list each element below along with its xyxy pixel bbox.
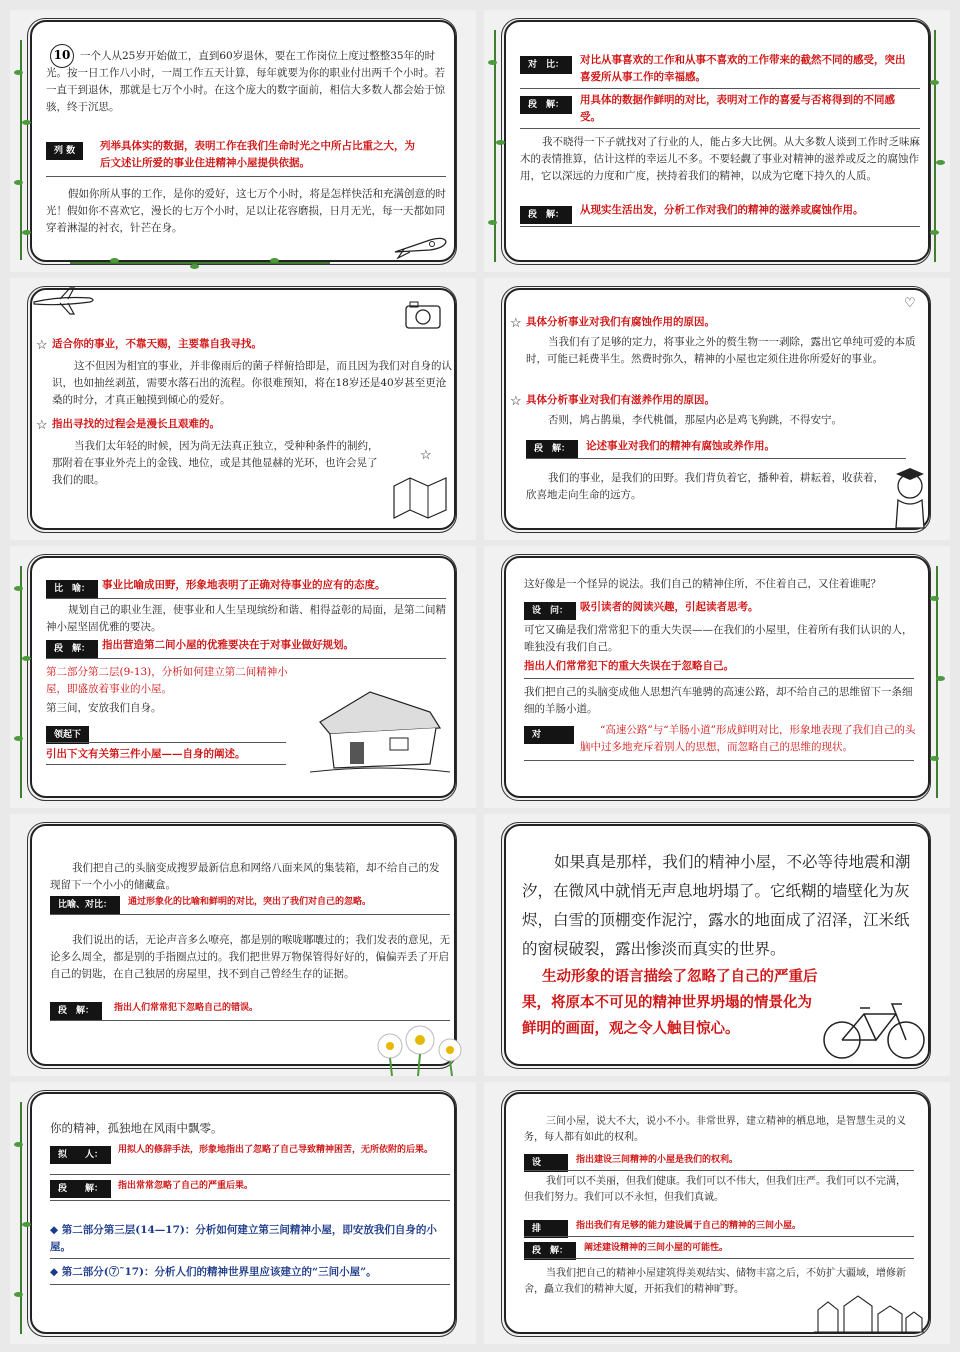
leaf-icon (270, 258, 279, 263)
annotation-note: 吸引读者的阅读兴趣，引起读者思考。 (580, 601, 759, 613)
leaf-icon (936, 160, 945, 165)
annotation-note: 通过形象化的比喻和鲜明的对比，突出了我们对自己的忽略。 (128, 897, 372, 907)
divider (50, 914, 450, 915)
slide-3 (10, 278, 476, 540)
paragraph: 我们把自己的头脑变成他人思想汽车驰骋的高速公路，却不给自己的思维留下一条细细的羊肠小道。 (524, 686, 913, 715)
leaf-icon (930, 80, 939, 85)
camera-icon (402, 298, 446, 334)
annotation-label: 设 问： (524, 602, 576, 620)
annotation-note: 对比从事喜欢的工作和从事不喜欢的工作带来的截然不同的感受，突出喜爱所从事工作的幸福感。 (580, 54, 906, 83)
slide-4 (484, 278, 950, 540)
slide-10 (484, 1082, 950, 1344)
paragraph: 当我们有了足够的定力，将事业之外的赘生物一一剥除，露出它单纯可爱的本质时，可能已耗费半生。然费时弥久，精神的小屋也定须住进你所爱好的事业。 (526, 336, 916, 365)
paragraph: 这不但因为相宜的事业，并非像雨后的菌子样俯拾即是，而且因为我们对自身的认识，也如抽丝剥茧，需要水落石出的流程。你很难预知，将在18岁还是40岁甚至更沧桑的时分，才真正触摸到倾心的爱好。 (52, 360, 452, 406)
leaf-icon (488, 60, 497, 65)
divider (46, 742, 286, 743)
divider (46, 764, 286, 765)
heart-icon: ♡ (904, 296, 916, 311)
leaf-icon (14, 1292, 23, 1297)
annotation-note: 引出下文有关第三件小屋——自身的阐述。 (46, 748, 246, 760)
slide-5 (10, 546, 476, 808)
heading: 具体分析事业对我们有滋养作用的原因。 (526, 394, 715, 406)
bicycle-icon (820, 1000, 928, 1062)
vine-decoration (936, 566, 938, 798)
houses-illustration (814, 1294, 924, 1334)
divider (46, 176, 446, 177)
heading: 指出寻找的过程会是漫长且艰难的。 (52, 418, 220, 430)
leaf-icon (110, 258, 119, 263)
divider (524, 760, 914, 761)
divider (46, 658, 446, 659)
annotation-label: 对 比： (520, 56, 572, 74)
paragraph: 三间小屋，说大不大，说小不小。非常世界，建立精神的栖息地，是智慧生灵的义务，每人都有如此的权利。 (524, 1116, 906, 1143)
leaf-icon (930, 756, 939, 761)
paragraph: 当我们把自己的精神小屋建筑得美观结实、储物丰富之后，不妨扩大疆域，增修新舍，矗立我们的精神大厦，开拓我们的精神旷野。 (524, 1268, 906, 1295)
leaf-icon (22, 230, 31, 235)
paragraph: 如果真是那样，我们的精神小屋，不必等待地震和潮汐，在微风中就悄无声息地坍塌了。它纸糊的墙壁化为灰烬，白雪的顶棚变作泥泞，露水的地面成了沼泽，江米纸的窗棂破裂，露出惨淡而真实的世界。 (522, 853, 911, 958)
annotation-note: 论述事业对我们的精神有腐蚀或养作用。 (586, 440, 775, 452)
paragraph: 你的精神，孤独地在风雨中飘零。 (50, 1121, 223, 1135)
annotation-label: 段 解： (524, 1242, 576, 1260)
heading: 具体分析事业对我们有腐蚀作用的原因。 (526, 316, 715, 328)
section-heading: 第二部分第二层(9-13)，分析如何建立第二间精神小屋，即盛放着事业的小屋。 (46, 666, 288, 695)
leaf-icon (14, 1142, 23, 1147)
star-icon: ☆ (510, 394, 522, 409)
paragraph: 我们把自己的头脑变成搜罗最新信息和网络八面来风的集装箱，却不给自己的发现留下一个小小的储藏盒。 (50, 862, 440, 891)
slide-2 (484, 10, 950, 272)
paragraph: 我不晓得一下子就找对了行业的人，能占多大比例。从大多数人谈到工作时乏味麻木的表情推算，估计这样的幸运儿不多。不要轻觑了事业对精神的滋养或反之的腐蚀作用，它以深远的力度和广度，挟持着我们的精神，以成为它麾下持久的人质。 (520, 136, 920, 182)
divider (50, 1258, 450, 1259)
map-icon (390, 474, 450, 522)
section-heading: ◆ 第二部分(⑦˜17)：分析人们的精神世界里应该建立的“三间小屋”。 (50, 1266, 377, 1278)
leaf-icon (930, 230, 939, 235)
annotation-label: 对 (524, 726, 574, 744)
leaf-icon (488, 220, 497, 225)
star-icon: ☆ (36, 338, 48, 353)
annotation-note: 指出建设三间精神的小屋是我们的权利。 (576, 1155, 739, 1165)
paragraph: 可它又确是我们常常犯下的重大失误——在我们的小屋里，住着所有我们认识的人，唯独没有我们自己。 (524, 624, 913, 653)
paragraph: 规划自己的职业生涯，使事业和人生呈现缤纷和谐、相得益彰的局面，是第二间精神小屋坚固优雅的要决。 (46, 604, 446, 633)
annotation-note: 事业比喻成田野，形象地表明了正确对待事业的应有的态度。 (102, 579, 386, 591)
divider (46, 598, 446, 599)
paragraph: 我们的事业，是我们的田野。我们背负着它，播种着，耕耘着，收获着，欣喜地走向生命的远方。 (526, 472, 884, 501)
leaf-icon (22, 656, 31, 661)
divider (524, 1236, 914, 1237)
annotation-note: 从现实生活出发，分析工作对我们的精神的滋养或腐蚀作用。 (580, 204, 864, 216)
divider (50, 1174, 450, 1175)
paragraph: 否则，鸠占鹊巢，李代桃僵，那屋内必是鸡飞狗跳，不得安宁。 (548, 414, 842, 426)
slide-number-badge: 10 (50, 44, 74, 68)
vine-decoration (70, 262, 330, 264)
annotation-note: 指出我们有足够的能力建设属于自己的精神的三间小屋。 (576, 1221, 802, 1231)
vine-decoration (20, 1102, 22, 1334)
annotation-label: 比喻、对比： (50, 896, 120, 914)
divider (520, 88, 920, 89)
vine-decoration (494, 30, 496, 262)
annotation-label: 列 数 (46, 142, 83, 160)
annotation-label: 段 解： (50, 1180, 111, 1198)
paragraph: 我们可以不美丽，但我们健康。我们可以不伟大，但我们庄严。我们可以不完满，但我们努力。我们可以不永恒，但我们真诚。 (524, 1176, 906, 1203)
annotation-note: 列举具体实的数据，表明工作在我们生命时光之中所占比重之大，为后文述让所爱的事业住进精神小屋提供依据。 (100, 140, 415, 169)
annotation-label: 段 解： (520, 206, 572, 224)
annotation-label: 段 解： (46, 640, 98, 658)
annotation-label: 段 解： (526, 440, 578, 458)
leaf-icon (14, 736, 23, 741)
slide-7 (10, 814, 476, 1076)
slide-9 (10, 1082, 476, 1344)
vine-decoration (20, 566, 22, 798)
divider (526, 458, 906, 459)
section-heading: ◆ 第二部分第三层(14—17)：分析如何建立第三间精神小屋，即安放我们自身的小屋。 (50, 1224, 437, 1253)
slide-6 (484, 546, 950, 808)
annotation-label: 拟 人： (50, 1146, 111, 1164)
leaf-icon (190, 264, 199, 269)
leaf-icon (22, 1222, 31, 1227)
star-icon: ☆ (510, 316, 522, 331)
heading: 适合你的事业，不靠天赐，主要靠自我寻找。 (52, 338, 262, 350)
annotation-note: 用具体的数据作鲜明的对比，表明对工作的喜爱与否将得到的不同感受。 (580, 94, 895, 123)
annotation-label: 排 (524, 1220, 568, 1238)
divider (520, 128, 920, 129)
leaf-icon (930, 596, 939, 601)
divider (524, 1258, 914, 1259)
annotation-note: 指出营造第二间小屋的优雅要决在于对事业做好规划。 (102, 639, 354, 651)
annotation-label: 段 解： (520, 96, 572, 114)
paragraph: 当我们太年轻的时候，因为尚无法真正独立，受种种条件的制约，那附着在事业外壳上的金钱、地位，或是其他显赫的光环，也许会晃了我们的眼。 (52, 440, 379, 486)
student-doodle-icon (888, 464, 934, 530)
star-icon: ☆ (36, 418, 48, 433)
slide-8 (484, 814, 950, 1076)
airplane-icon (30, 286, 100, 316)
vine-decoration (934, 30, 936, 262)
leaf-icon (496, 140, 505, 145)
divider (520, 226, 920, 227)
annotation-label: 段 解： (50, 1002, 102, 1020)
leaf-icon (14, 180, 23, 185)
paragraph: 第三间，安放我们自身。 (46, 702, 162, 714)
annotation-note: 阐述建设精神的三间小屋的可能性。 (584, 1243, 729, 1253)
paragraph: 我们说出的话，无论声音多么嘹亮，都是别的喉咙嘟嚷过的；我们发表的意见，无论多么周全，都是别的手指圈点过的。我们把世界万物保管得好好的，偏偏弄丢了开启自己的钥匙，在自己独居的房屋里，找不到自己曾经生存的证据。 (50, 934, 450, 980)
annotation-note: 指出常常忽略了自己的严重后果。 (118, 1181, 254, 1191)
thatched-house-illustration (310, 672, 450, 776)
leaf-icon (22, 120, 31, 125)
paragraph: 一个人从25岁开始做工，直到60岁退休，要在工作岗位上度过整整35年的时光。按一日工作八小时，一周工作五天计算，每年就要为你的职业付出两千个小时。若一直干到退休，那就是七万个小时。在这个庞大的数字面前，相信大多数人都会始于惊骇，终于沉思。 (46, 50, 445, 113)
annotation-note: 指出人们常常犯下的重大失误在于忽略自己。 (524, 660, 734, 672)
annotation-note: 生动形象的语言描绘了忽略了自己的严重后果，将原本不可见的精神世界坍塌的情景化为鲜明的画面，观之令人触目惊心。 (522, 968, 818, 1037)
annotation-label: 领起下 (46, 726, 89, 744)
annotation-note: 指出人们常常犯下忽略自己的错误。 (114, 1003, 259, 1013)
leaf-icon (14, 70, 23, 75)
leaf-icon (936, 676, 945, 681)
star-icon: ☆ (420, 448, 432, 463)
annotation-label: 设 (524, 1154, 568, 1172)
annotation-note: “高速公路”与“羊肠小道”形成鲜明对比，形象地表现了我们自己的头脑中过多地充斥着别人的思想，而忽略自己的思维的现状。 (580, 724, 916, 753)
leaf-icon (14, 586, 23, 591)
annotation-note: 用拟人的修辞手法，形象地指出了忽略了自己导致精神困苦，无所依附的后果。 (118, 1145, 434, 1155)
divider (524, 1170, 914, 1171)
paragraph: 假如你所从事的工作，是你的爱好，这七万个小时，将是怎样快活和充满创意的时光！假如你不喜欢它，漫长的七万个小时，足以让花容磨损，日月无光，每一天都如同穿着淋湿的衬衣，针芒在身。 (46, 188, 446, 234)
annotation-label: 比 喻： (46, 580, 98, 598)
slide-1 (10, 10, 476, 272)
divider (50, 1284, 450, 1285)
daisy-flowers-illustration (370, 1020, 470, 1076)
rocket-icon (390, 232, 450, 262)
divider (524, 678, 914, 679)
paragraph: 这好像是一个怪异的说法。我们自己的精神住所，不住着自己，又住着谁呢？ (524, 578, 881, 590)
divider (50, 1200, 450, 1201)
